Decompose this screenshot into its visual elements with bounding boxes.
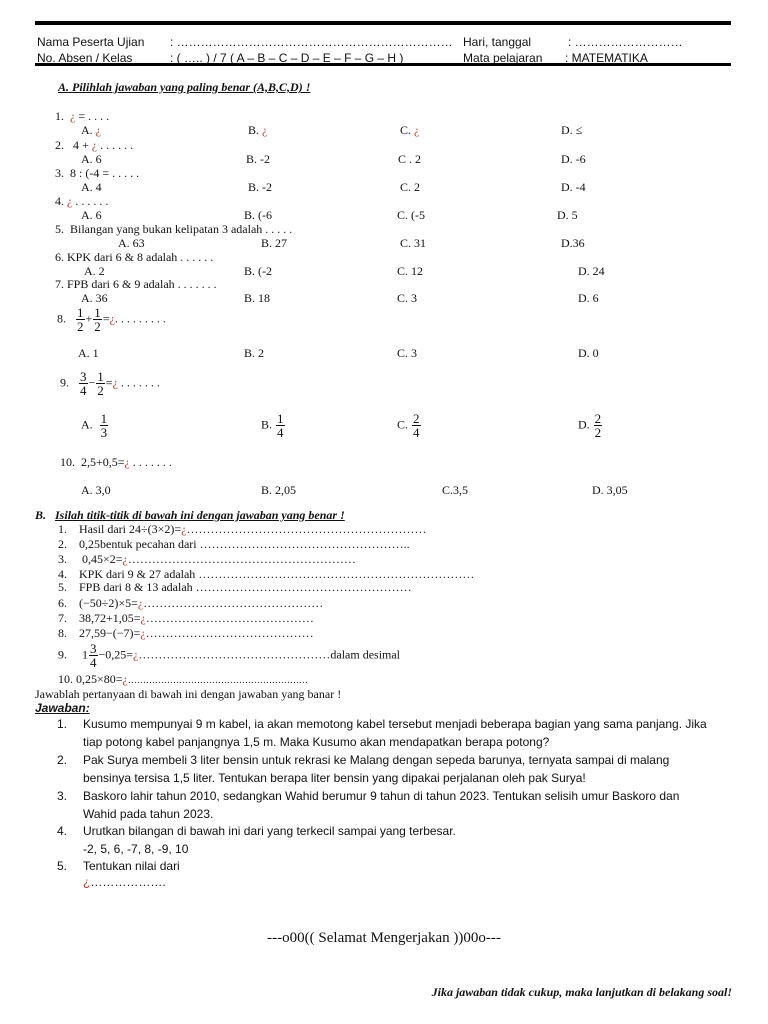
q9-fraction-1: $\frac{3}{4}$ (80, 369, 87, 398)
q5-option-a[interactable]: A. 63 (118, 236, 145, 250)
q8-option-a[interactable]: A. 1 (78, 346, 99, 360)
q5-option-d[interactable]: D.36 (561, 236, 585, 250)
q8-option-b[interactable]: B. 2 (244, 346, 265, 360)
q1-option-c[interactable]: C. ¿ (400, 123, 420, 137)
fill-item-2-blank[interactable]: …………………………………………….. (199, 537, 410, 551)
q1-option-d[interactable]: D. ≤ (561, 123, 583, 137)
q10-option-d[interactable]: D. 3,05 (592, 483, 628, 497)
question-6: 6. KPK dari 6 & 8 adalah . . . . . . (55, 250, 214, 264)
fill-item-1: 1. Hasil dari 24÷(3×2)=¿…………………………………………………… (58, 522, 427, 536)
closing-text: ---o00(( Selamat Mengerjakan ))00o--- (267, 930, 501, 946)
q1-option-b[interactable]: B. ¿ (248, 123, 268, 137)
fill-item-7-blank[interactable]: …………………………………… (145, 611, 314, 625)
q4-option-d[interactable]: D. 5 (557, 208, 578, 222)
essay-item-4: 4. Urutkan bilangan di bawah ini dari yang terkecil sampai yang terbesar. (57, 824, 456, 838)
q5-option-b[interactable]: B. 27 (261, 236, 288, 250)
fill-item-3: 3. 0,45×2=¿………………………………………………… (58, 552, 356, 566)
q9-option-b[interactable]: B. $\frac{1}{4}$ (261, 411, 284, 440)
q1-option-a[interactable]: A. ¿ (81, 123, 101, 137)
question-4: 4. ¿ . . . . . . (55, 194, 109, 208)
q7-option-d[interactable]: D. 6 (578, 291, 599, 305)
q3-option-b[interactable]: B. -2 (248, 180, 272, 194)
fill-item-9-fraction: $\frac{3}{4}$ (90, 641, 97, 670)
fill-item-10: 10. 0,25×80=¿…………………………………………………… (58, 672, 308, 686)
essay-item-1: 1. Kusumo mempunyai 9 m kabel, ia akan memotong kabel tersebut menjadi beberapa bagian yang sama panjang. Jika tiap potong kabel panjangnya 1,5 m. Maka Kusumo akan mendapatkan berapa potong? (57, 717, 707, 749)
q10-option-b[interactable]: B. 2,05 (261, 483, 297, 497)
q9-option-c[interactable]: C. $\frac{2}{4}$ (397, 411, 420, 440)
question-8: 8. $\frac{1}{2}$ + $\frac{1}{2}$ =¿. . . . . . . . . (57, 305, 166, 334)
section-b-title: B. Isilah titik-titik di bawah ini dengan jawaban yang benar ! (35, 508, 345, 522)
q2-option-b[interactable]: B. -2 (246, 152, 270, 166)
q6-option-a[interactable]: A. 2 (84, 264, 105, 278)
essay-item-3: 3. Baskoro lahir tahun 2010, sedangkan Wahid berumur 9 tahun di tahun 2023. Tentukan selisih umur Baskoro dan Wahid pada tahun 2023. (57, 789, 680, 821)
q3-option-a[interactable]: A. 4 (81, 180, 102, 194)
hari-label: Hari, tanggal (463, 35, 532, 49)
q6-option-c[interactable]: C. 12 (397, 264, 424, 278)
question-7: 7. FPB dari 6 & 9 adalah . . . . . . . (55, 277, 217, 291)
q7-option-c[interactable]: C. 3 (397, 291, 418, 305)
fill-item-3-blank[interactable]: ………………………………………………… (127, 552, 356, 566)
q9-option-a[interactable]: A. $\frac{1}{3}$ (81, 411, 108, 440)
fill-item-8: 8. 27,59−(−7)=¿…………………………………… (58, 626, 314, 640)
fill-item-4-blank[interactable]: …………………………………………………………… (198, 567, 475, 581)
question-10: 10. 2,5+0,5=¿ . . . . . . . (60, 455, 172, 469)
q2-option-a[interactable]: A. 6 (81, 152, 102, 166)
fill-item-6: 6. (−50÷2)×5=¿……………………………………… (58, 596, 324, 610)
q4-option-c[interactable]: C. (-5 (397, 208, 425, 222)
hari-field[interactable]: : ……………………… (568, 35, 683, 49)
q6-option-b[interactable]: B. (-2 (244, 264, 272, 278)
question-2: 2. 4 + ¿ . . . . . . (55, 138, 134, 152)
mapel-label: Mata pelajaran (463, 51, 543, 65)
absen-field[interactable]: : ( ….. ) / 7 ( A – B – C – D – E – F – G – H ) (170, 51, 404, 65)
footer-note: Jika jawaban tidak cukup, maka lanjutkan di belakang soal! (431, 985, 732, 999)
absen-label: No. Absen / Kelas (37, 51, 133, 65)
q6-option-d[interactable]: D. 24 (578, 264, 605, 278)
nama-field[interactable]: : …………………………………………………………… (170, 35, 453, 49)
question-3: 3. 8 : (-4 = . . . . . (55, 166, 140, 180)
q10-option-c[interactable]: C.3,5 (442, 483, 469, 497)
essay-item-5: 5. Tentukan nilai dari (57, 859, 180, 873)
fill-item-9: 9. 1 $\frac{3}{4}$ −0,25=¿…………………………………………dalam desimal (58, 641, 401, 670)
fill-item-4: 4. KPK dari 9 & 27 adalah …………………………………………………………… (58, 567, 475, 581)
fill-item-5: 5. FPB dari 8 & 13 adalah ……………………………………………… (58, 580, 412, 594)
q3-option-c[interactable]: C. 2 (400, 180, 421, 194)
q3-option-d[interactable]: D. -4 (561, 180, 586, 194)
q9-option-d[interactable]: D. $\frac{2}{2}$ (578, 411, 602, 440)
q9-fraction-2: $\frac{1}{2}$ (97, 369, 104, 398)
question-1: 1. ¿ = . . . . (55, 109, 110, 123)
mapel-value: : MATEMATIKA (565, 51, 648, 65)
fill-item-9-blank[interactable]: ………………………………………… (138, 647, 331, 662)
q2-option-d[interactable]: D. -6 (561, 152, 586, 166)
essay-item-2: 2. Pak Surya membeli 3 liter bensin untuk rekrasi ke Malang dengan sepeda barunya, ternyata sampai di malang bensinya tersisa 1,5 liter. Tentukan berapa liter bensin yang dipakai perjalanan oleh pak Surya! (57, 753, 670, 785)
q8-option-c[interactable]: C. 3 (397, 346, 418, 360)
fill-item-1-blank[interactable]: …………………………………………………… (186, 522, 427, 536)
q8-fraction-2: $\frac{1}{2}$ (94, 305, 101, 334)
section-a-title: A. Pilihlah jawaban yang paling benar (A,B,C,D) ! (58, 80, 311, 94)
q8-option-d[interactable]: D. 0 (578, 346, 599, 360)
essay-item-5-answer[interactable]: ¿………………. (83, 875, 166, 889)
fill-item-5-blank[interactable]: ……………………………………………… (195, 580, 412, 594)
q4-option-b[interactable]: B. (-6 (244, 208, 272, 222)
q7-option-a[interactable]: A. 36 (81, 291, 108, 305)
fill-item-8-blank[interactable]: …………………………………… (145, 626, 314, 640)
question-9: 9. $\frac{3}{4}$ − $\frac{1}{2}$ =¿ . . . . . . . (60, 369, 160, 398)
question-5: 5. Bilangan yang bukan kelipatan 3 adalah . . . . . (55, 222, 293, 236)
q8-fraction-1: $\frac{1}{2}$ (77, 305, 84, 334)
q5-option-c[interactable]: C. 31 (400, 236, 427, 250)
jawaban-label: Jawaban: (35, 701, 90, 715)
q10-option-a[interactable]: A. 3,0 (81, 483, 111, 497)
fill-item-7: 7. 38,72+1,05=¿…………………………………… (58, 611, 314, 625)
essay-item-4-numbers: -2, 5, 6, -7, 8, -9, 10 (83, 842, 189, 856)
fill-item-10-blank[interactable]: …………………………………………………… (127, 675, 308, 685)
fill-item-6-blank[interactable]: ……………………………………… (143, 596, 324, 610)
q4-option-a[interactable]: A. 6 (81, 208, 102, 222)
nama-label: Nama Peserta Ujian (37, 35, 145, 49)
fill-item-2: 2. 0,25bentuk pecahan dari …………………………………………….. (58, 537, 410, 551)
top-rule (35, 21, 731, 25)
q7-option-b[interactable]: B. 18 (244, 291, 271, 305)
q2-option-c[interactable]: C . 2 (398, 152, 422, 166)
essay-intro: Jawablah pertanyaan di bawah ini dengan jawaban yang banar ! (35, 687, 342, 701)
